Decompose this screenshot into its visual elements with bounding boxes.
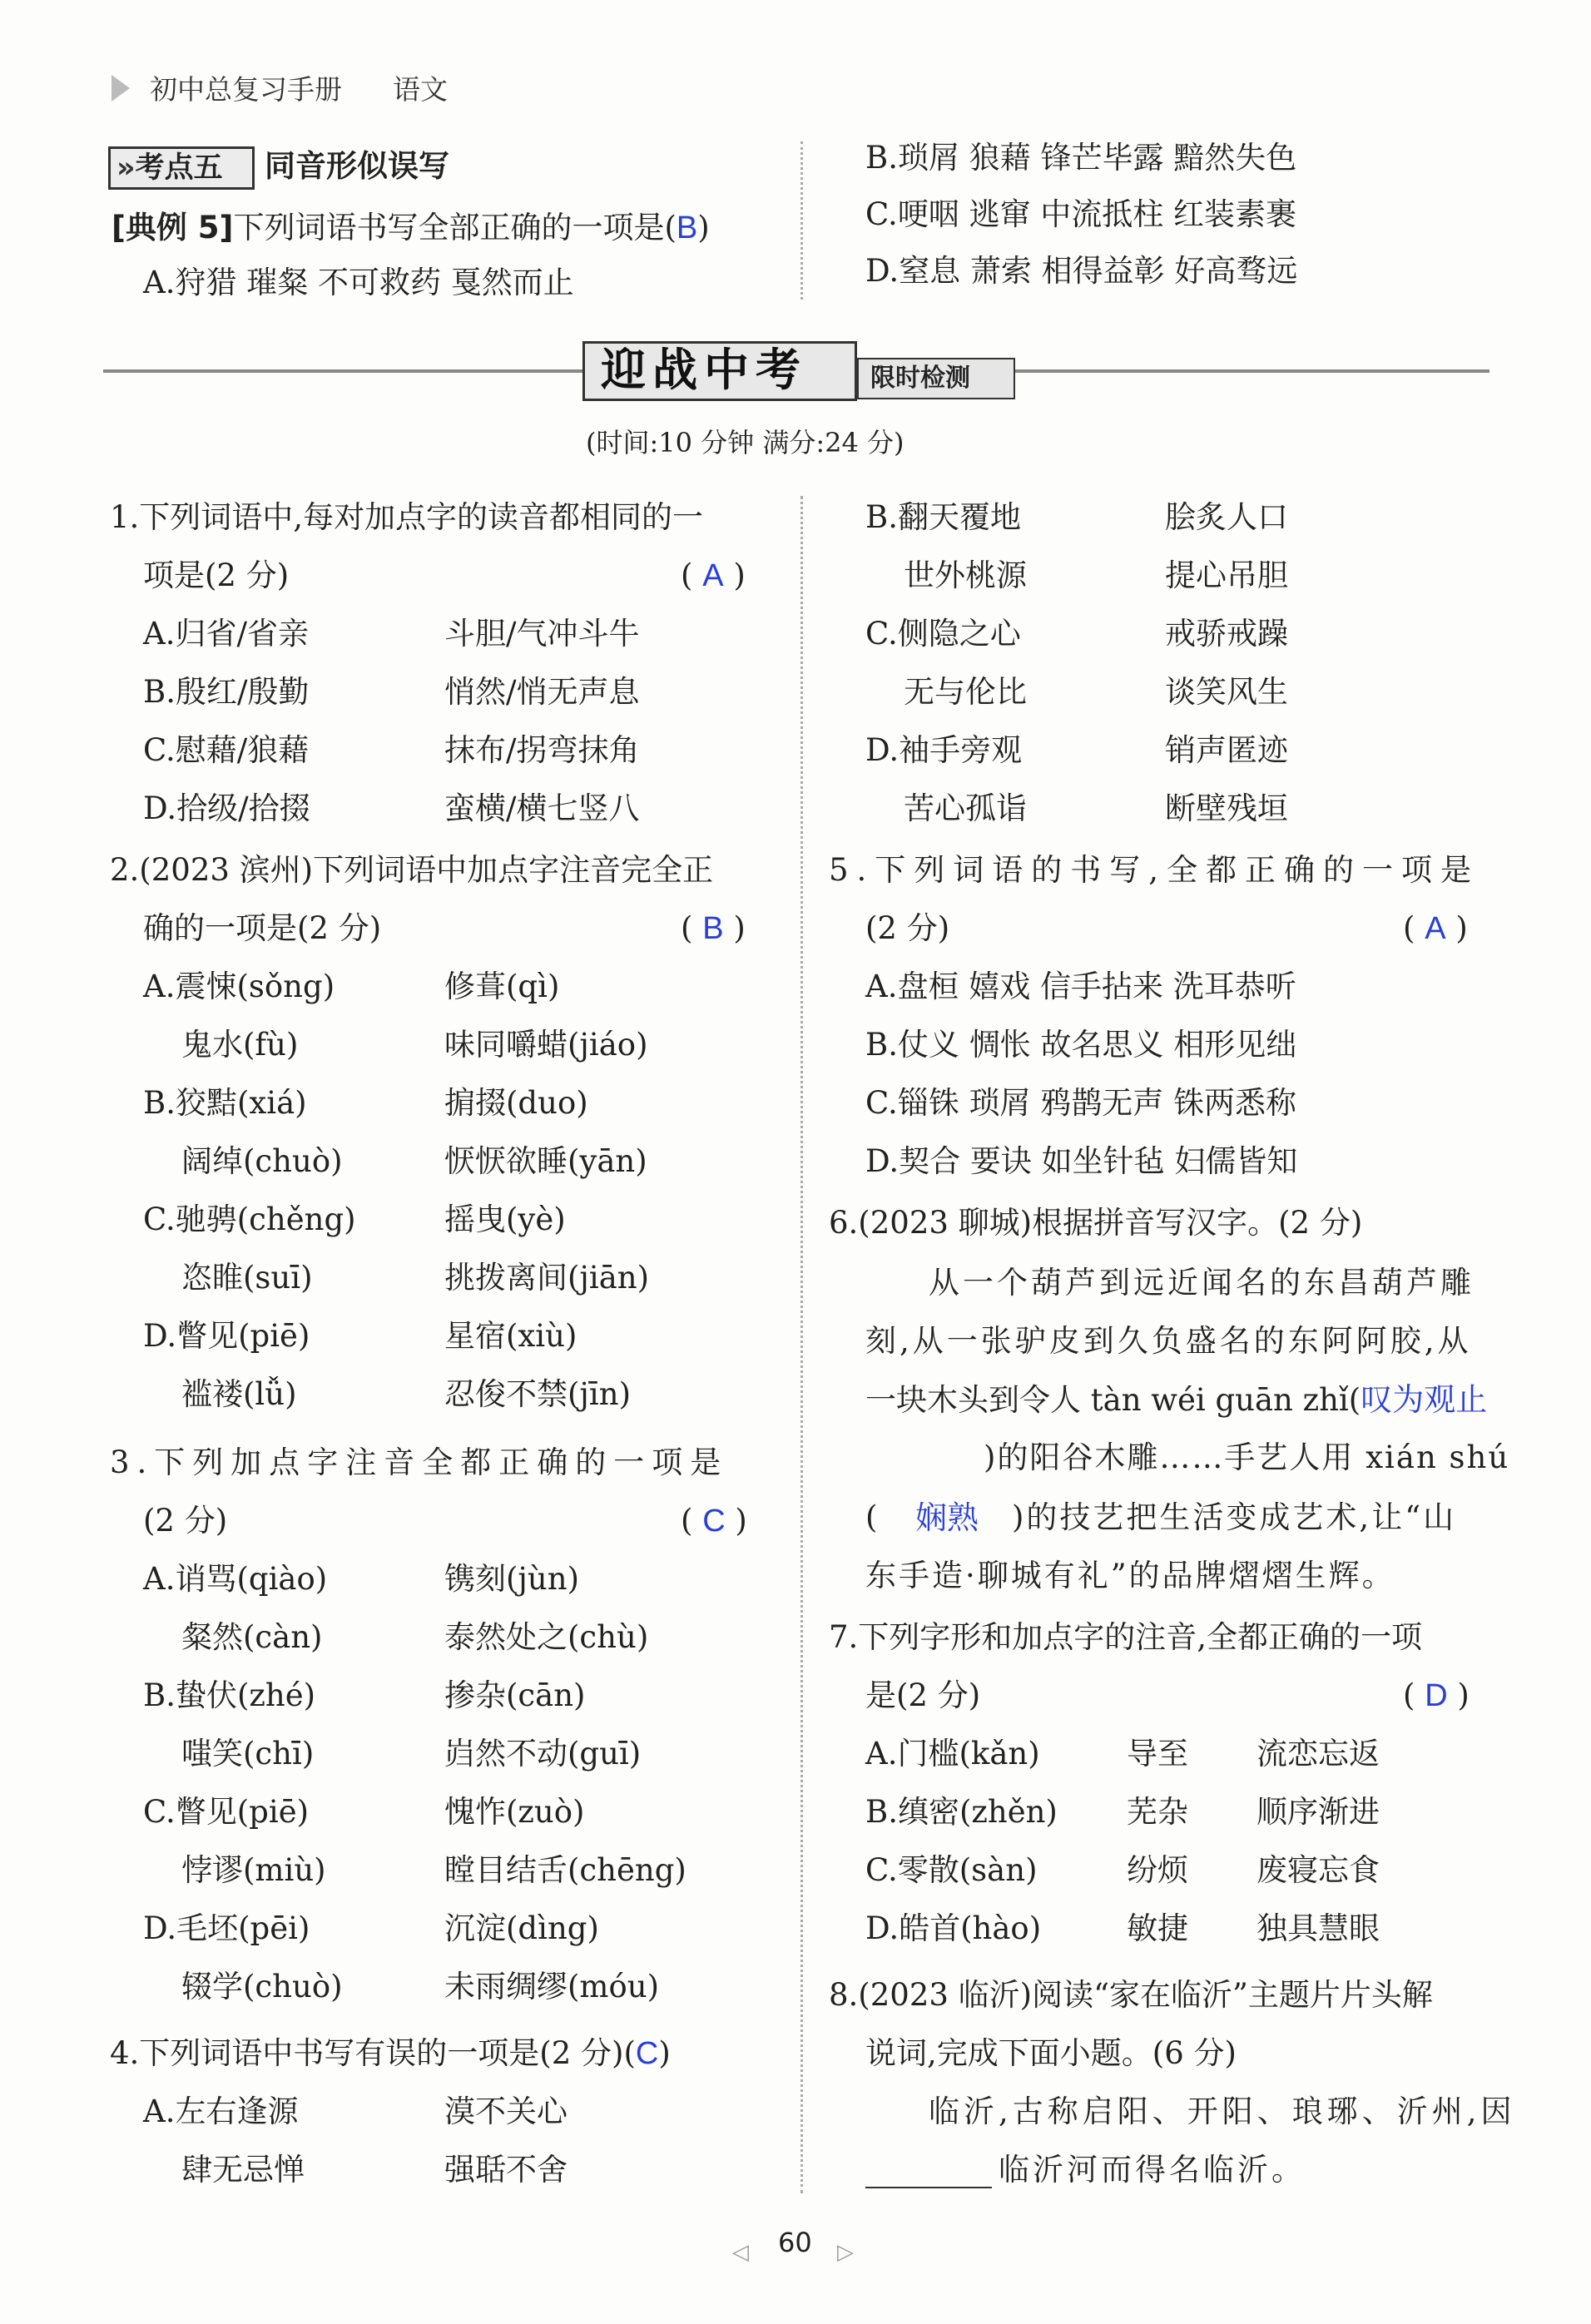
- q5-option-d: D.契合 要诀 如坐针毡 妇儒皆知: [865, 1143, 1298, 1179]
- q8-para-line2: 临沂河而得名临沂。: [999, 2152, 1306, 2188]
- q6-para-line6: 东手造·聊城有礼”的品牌熠熠生辉。: [865, 1558, 1395, 1593]
- q7-row-d-2: 敏捷: [1127, 1910, 1188, 1946]
- q3-answer: ( C ): [681, 1503, 747, 1539]
- q3-row-8-right: 未雨绸缪(móu): [444, 1969, 660, 2004]
- q1-row-a-right: 斗胆/气冲斗牛: [444, 616, 640, 652]
- q5-option-a: A.盘桓 嬉戏 信手拈来 洗耳恭听: [865, 969, 1296, 1004]
- q7-row-a-2: 导至: [1127, 1736, 1188, 1771]
- q7-stem-line1: 7.下列字形和加点字的注音,全都正确的一项: [829, 1619, 1423, 1655]
- q6-para-line2: 刻,从一张驴皮到久负盛名的东阿阿胶,从: [865, 1323, 1472, 1359]
- q3-row-1-right: 镌刻(jùn): [444, 1561, 580, 1597]
- q3-row-2-left: 粲然(càn): [181, 1619, 323, 1655]
- banner-title: 迎战中考: [601, 344, 807, 396]
- q4-row-4-left: 世外桃源: [904, 557, 1027, 593]
- q1-row-a-left: A.归省/省亲: [143, 616, 309, 652]
- header-book: 初中总复习手册: [150, 73, 342, 106]
- q1-row-d-left: D.拾级/拾掇: [143, 790, 310, 826]
- q5-option-b: B.仗义 惆怅 故名思义 相形见绌: [865, 1027, 1297, 1063]
- q8-para-line1: 临沂,古称启阳、开阳、琅琊、沂州,因: [929, 2094, 1516, 2129]
- q4-row-1-left: A.左右逢源: [143, 2094, 299, 2129]
- example-option-c: C.哽咽 逃窜 中流抵柱 红装素裹: [865, 196, 1297, 232]
- q4-row-2-right: 强聒不舍: [444, 2152, 568, 2188]
- q3-row-7-left: D.毛坯(pēi): [143, 1910, 310, 1946]
- banner-line-left: [103, 369, 582, 373]
- q6-stem: 6.(2023 聊城)根据拼音写汉字。(2 分): [829, 1205, 1363, 1241]
- q2-row-8-left: 褴褛(lǚ): [181, 1376, 297, 1412]
- example-option-a: A.狩猎 璀粲 不可救药 戛然而止: [143, 265, 574, 300]
- q5-stem-line1: 5.下列词语的书写,全都正确的一项是: [829, 852, 1480, 888]
- q4-row-6-right: 谈笑风生: [1165, 674, 1288, 710]
- q2-row-8-right: 忍俊不禁(jīn): [444, 1376, 632, 1412]
- q2-row-5-right: 摇曳(yè): [444, 1202, 566, 1237]
- column-divider: [800, 496, 803, 2193]
- next-page-icon[interactable]: ▷: [837, 2240, 854, 2265]
- q2-row-6-left: 恣睢(suī): [181, 1260, 313, 1296]
- q7-stem-line2: 是(2 分): [865, 1677, 981, 1713]
- q8-blank-line[interactable]: [865, 2187, 992, 2188]
- q3-row-5-right: 愧怍(zuò): [444, 1794, 585, 1830]
- q6-para-line5: )的技艺把生活变成艺术,让“山: [1012, 1499, 1457, 1535]
- q7-row-b-1: B.缜密(zhěn): [865, 1794, 1058, 1830]
- q1-row-d-right: 蛮横/横七竖八: [444, 790, 640, 826]
- header-subject: 语文: [393, 73, 448, 106]
- q4-row-7-right: 销声匿迹: [1165, 732, 1288, 768]
- q4-stem: 4.下列词语中书写有误的一项是(2 分)(C): [110, 2035, 671, 2071]
- q5-answer: ( A ): [1403, 910, 1468, 946]
- q2-row-1-right: 修葺(qì): [444, 969, 560, 1004]
- q4-row-8-right: 断壁残垣: [1165, 790, 1288, 826]
- example-option-d: D.窒息 萧索 相得益彰 好高骛远: [865, 253, 1298, 289]
- banner-line-right: [1015, 369, 1489, 373]
- q1-answer: ( A ): [681, 557, 746, 593]
- section-title: 同音形似误写: [265, 148, 449, 184]
- q3-row-6-right: 瞠目结舌(chēng): [444, 1852, 686, 1888]
- q6-para-line5-open: (: [865, 1499, 878, 1535]
- q5-option-c: C.锱铢 琐屑 鸦鹊无声 铢两悉称: [865, 1085, 1297, 1121]
- q2-row-3-right: 掮掇(duo): [444, 1085, 588, 1121]
- q1-row-b-left: B.殷红/殷勤: [143, 674, 310, 710]
- q4-row-2-left: 肆无忌惮: [181, 2152, 305, 2188]
- section-tag: »考点五: [116, 151, 223, 185]
- q4-row-5-right: 戒骄戒躁: [1165, 616, 1288, 652]
- q1-stem-line2: 项是(2 分): [143, 557, 290, 593]
- q4-row-3-right: 脍炙人口: [1165, 499, 1288, 535]
- q3-row-7-right: 沉淀(dìng): [444, 1910, 599, 1946]
- q3-row-2-right: 泰然处之(chù): [444, 1619, 649, 1655]
- q7-row-b-3: 顺序渐进: [1256, 1794, 1380, 1830]
- q4-row-6-left: 无与伦比: [904, 674, 1027, 710]
- q4-row-4-right: 提心吊胆: [1165, 557, 1288, 593]
- q7-answer: ( D ): [1403, 1677, 1470, 1713]
- header-arrow-icon: [112, 75, 130, 102]
- q3-row-4-left: 嗤笑(chī): [181, 1736, 315, 1771]
- q2-row-2-left: 鬼水(fù): [181, 1027, 299, 1063]
- q7-row-d-3: 独具慧眼: [1256, 1910, 1380, 1946]
- q4-row-3-left: B.翻天覆地: [865, 499, 1021, 535]
- q4-row-8-left: 苦心孤诣: [904, 790, 1027, 826]
- q2-row-6-right: 挑拨离间(jiān): [444, 1260, 650, 1296]
- example-answer: B: [676, 211, 698, 245]
- q7-row-a-3: 流恋忘返: [1256, 1736, 1380, 1771]
- q2-row-7-right: 星宿(xiù): [444, 1318, 577, 1354]
- q1-row-b-right: 悄然/悄无声息: [444, 674, 640, 710]
- q2-row-1-left: A.震悚(sǒng): [143, 969, 335, 1004]
- q3-row-6-left: 悖谬(miù): [181, 1852, 326, 1888]
- q6-para-line1: 从一个葫芦到远近闻名的东昌葫芦雕: [929, 1265, 1475, 1301]
- q4-row-7-left: D.袖手旁观: [865, 732, 1023, 768]
- q7-row-c-3: 废寝忘食: [1256, 1852, 1380, 1888]
- q2-row-3-left: B.狡黠(xiá): [143, 1085, 307, 1121]
- q7-row-a-1: A.门槛(kǎn): [865, 1736, 1040, 1771]
- q7-row-c-1: C.零散(sàn): [865, 1852, 1038, 1888]
- q6-fill-2: 娴熟: [915, 1499, 979, 1536]
- q3-row-8-left: 辍学(chuò): [181, 1969, 343, 2004]
- example-option-b: B.琐屑 狼藉 锋芒毕露 黯然失色: [865, 140, 1297, 176]
- prev-page-icon[interactable]: ◁: [732, 2240, 749, 2265]
- q6-fill-1: 叹为观止: [1361, 1381, 1488, 1418]
- q4-answer: C: [635, 2036, 659, 2071]
- q1-row-c-right: 抹布/拐弯抹角: [444, 732, 640, 768]
- q2-stem-line1: 2.(2023 滨州)下列词语中加点字注音完全正: [110, 852, 714, 888]
- q3-row-3-left: B.蛰伏(zhé): [143, 1677, 316, 1713]
- q2-row-2-right: 味同嚼蜡(jiáo): [444, 1027, 648, 1063]
- q4-row-5-left: C.侧隐之心: [865, 616, 1021, 652]
- q2-row-4-right: 恹恹欲睡(yān): [444, 1143, 647, 1179]
- q3-row-5-left: C.瞥见(piē): [143, 1794, 310, 1830]
- q2-stem-line2: 确的一项是(2 分): [143, 910, 382, 946]
- q7-row-b-2: 芜杂: [1127, 1794, 1188, 1830]
- q3-row-3-right: 掺杂(cān): [444, 1677, 586, 1713]
- banner-tag: 限时检测: [870, 364, 970, 393]
- top-column-divider: [800, 141, 803, 300]
- time-info: (时间:10 分钟 满分:24 分): [586, 427, 905, 458]
- q2-row-5-left: C.驰骋(chěng): [143, 1202, 356, 1237]
- q6-para-line3: 一块木头到令人 tàn wéi guān zhǐ(叹为观止: [865, 1381, 1488, 1418]
- q2-answer: ( B ): [681, 910, 746, 946]
- q5-stem-line2: (2 分): [865, 910, 950, 946]
- q7-row-c-2: 纷烦: [1127, 1852, 1188, 1888]
- page-number: 60: [778, 2227, 812, 2258]
- q3-stem-line1: 3.下列加点字注音全都正确的一项是: [110, 1444, 729, 1480]
- q2-row-4-left: 阔绰(chuò): [181, 1143, 343, 1179]
- example-question: [典例 5]下列词语书写全部正确的一项是(B): [112, 210, 710, 245]
- q8-stem-line2: 说词,完成下面小题。(6 分): [865, 2035, 1237, 2071]
- q3-row-4-right: 岿然不动(guī): [444, 1736, 642, 1771]
- q3-stem-line2: (2 分): [143, 1503, 228, 1539]
- q2-row-7-left: D.瞥见(piē): [143, 1318, 310, 1354]
- q8-stem-line1: 8.(2023 临沂)阅读“家在临沂”主题片片头解: [829, 1977, 1433, 2013]
- q6-para-line4: )的阳谷木雕……手艺人用 xián shú: [984, 1439, 1510, 1475]
- q4-row-1-right: 漠不关心: [444, 2094, 568, 2129]
- q1-row-c-left: C.慰藉/狼藉: [143, 732, 310, 768]
- q3-row-1-left: A.诮骂(qiào): [143, 1561, 328, 1597]
- q7-row-d-1: D.皓首(hào): [865, 1910, 1042, 1946]
- q1-stem-line1: 1.下列词语中,每对加点字的读音都相同的一: [110, 499, 704, 535]
